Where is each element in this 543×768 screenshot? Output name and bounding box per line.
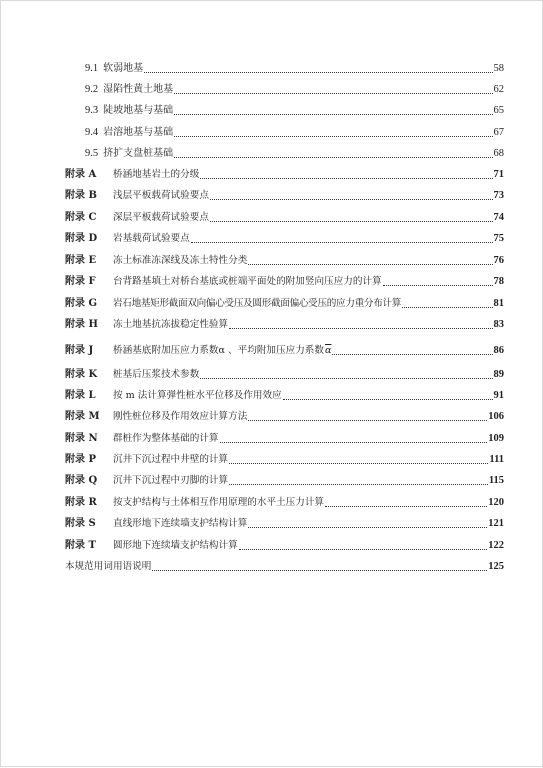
section-title: 陡坡地基与基础 (103, 105, 174, 116)
appendix-title: 深层平板载荷试验要点 (113, 212, 209, 223)
dot-leader (248, 527, 487, 528)
appendix-label: 附录 A (65, 169, 97, 180)
section-number: 9.1 (85, 63, 99, 74)
section-number: 9.5 (85, 148, 99, 159)
dot-leader (229, 463, 488, 464)
toc-entry-appendix-e[interactable] (65, 253, 504, 269)
section-title: 湿陷性黄土地基 (103, 84, 174, 95)
table-of-contents (1, 1, 543, 768)
appendix-title: 直线形地下连续墙支护结构计算 (113, 518, 248, 529)
page-number: 68 (493, 148, 504, 159)
appendix-label: 附录 E (65, 255, 97, 266)
toc-entry-9-2[interactable] (85, 82, 504, 98)
page-number: 91 (493, 390, 504, 401)
page-number: 121 (488, 518, 504, 529)
page-number: 120 (488, 497, 504, 508)
appendix-title: 沉井下沉过程中井壁的计算 (113, 454, 229, 465)
toc-entry-appendix-p[interactable] (65, 452, 504, 468)
appendix-label: 附录 G (65, 298, 98, 309)
dot-leader (174, 136, 492, 137)
page-number: 106 (488, 411, 504, 422)
page-number: 74 (493, 212, 504, 223)
appendix-title: 桩基后压浆技术参数 (113, 369, 200, 380)
page-number: 125 (488, 561, 504, 572)
appendix-label: 附录 M (65, 411, 100, 422)
section-number: 9.3 (85, 105, 99, 116)
toc-entry-appendix-c[interactable] (65, 210, 504, 226)
page-number: 67 (493, 127, 504, 138)
dot-leader (332, 354, 492, 355)
page-number: 78 (493, 276, 504, 287)
appendix-label: 附录 N (65, 433, 98, 444)
page-number: 86 (493, 345, 504, 356)
toc-entry-9-5[interactable] (85, 146, 504, 162)
dot-leader (200, 178, 492, 179)
dot-leader (248, 420, 487, 421)
toc-entry-appendix-s[interactable] (65, 516, 504, 532)
appendix-label: 附录 T (65, 540, 96, 551)
toc-entry-terms-explanation[interactable] (65, 559, 504, 575)
page-number: 89 (493, 369, 504, 380)
appendix-title: 冻土地基抗冻拔稳定性验算 (113, 319, 229, 330)
page-number: 71 (493, 169, 504, 180)
appendix-title: 岩基载荷试验要点 (113, 233, 190, 244)
dot-leader (248, 264, 492, 265)
page-number: 65 (493, 105, 504, 116)
dot-leader (239, 549, 488, 550)
appendix-title: 按支护结构与土体相互作用原理的水平土压力计算 (113, 497, 325, 508)
appendix-title: 沉井下沉过程中刃脚的计算 (113, 475, 229, 486)
page-number: 115 (488, 475, 504, 486)
toc-entry-appendix-g[interactable] (65, 296, 504, 312)
page-number: 58 (493, 63, 504, 74)
toc-entry-9-1[interactable] (85, 61, 504, 77)
toc-entry-appendix-r[interactable] (65, 495, 504, 511)
section-title: 挤扩支盘桩基础 (103, 148, 174, 159)
page-number: 81 (493, 298, 504, 309)
appendix-label: 附录 F (65, 276, 96, 287)
page-number: 76 (493, 255, 504, 266)
section-number: 9.2 (85, 84, 99, 95)
toc-entry-appendix-k[interactable] (65, 367, 504, 383)
dot-leader (200, 378, 492, 379)
dot-leader (174, 157, 492, 158)
appendix-title: 浅层平板载荷试验要点 (113, 190, 209, 201)
toc-entry-appendix-f[interactable] (65, 274, 504, 290)
section-title: 岩溶地基与基础 (103, 127, 174, 138)
dot-leader (144, 72, 492, 73)
toc-entry-appendix-j[interactable] (65, 343, 504, 359)
dot-leader (402, 307, 492, 308)
appendix-label: 附录 J (65, 345, 94, 356)
appendix-title: 桥涵地基岩土的分级 (113, 169, 200, 180)
appendix-title: 冻土标准冻深线及冻土特性分类 (113, 255, 248, 266)
appendix-label: 附录 Q (65, 475, 98, 486)
appendix-label: 附录 D (65, 233, 98, 244)
section-number: 9.4 (85, 127, 99, 138)
page-number: 122 (488, 540, 504, 551)
page-number: 62 (493, 84, 504, 95)
page-number: 73 (493, 190, 504, 201)
closing-title: 本规范用词用语说明 (65, 561, 152, 572)
alpha-bar-symbol: $\overline{\alpha}$ (325, 345, 332, 356)
dot-leader (229, 484, 488, 485)
page-number: 75 (493, 233, 504, 244)
dot-leader (191, 242, 493, 243)
appendix-label: 附录 S (65, 518, 96, 529)
appendix-title: 刚性桩位移及作用效应计算方法 (113, 411, 248, 422)
dot-leader (210, 199, 493, 200)
appendix-label: 附录 P (65, 454, 97, 465)
dot-leader (383, 285, 493, 286)
dot-leader (283, 399, 493, 400)
appendix-label: 附录 K (65, 369, 98, 380)
page-number: 83 (493, 319, 504, 330)
appendix-title: 桥涵基底附加压应力系数α 、平均附加压应力系数 (113, 345, 324, 356)
toc-entry-appendix-h[interactable] (65, 317, 504, 333)
toc-entry-appendix-t[interactable] (65, 538, 504, 554)
appendix-label: 附录 R (65, 497, 97, 508)
page-number: 109 (488, 433, 504, 444)
appendix-label: 附录 L (65, 390, 96, 401)
appendix-title: 圆形地下连续墙支护结构计算 (113, 540, 238, 551)
appendix-title: 按 m 法计算弹性桩水平位移及作用效应 (113, 390, 282, 401)
toc-entry-9-3[interactable] (85, 103, 504, 119)
toc-entry-appendix-d[interactable] (65, 231, 504, 247)
dot-leader (229, 328, 492, 329)
dot-leader (220, 442, 488, 443)
toc-entry-9-4[interactable] (85, 125, 504, 141)
appendix-title: 岩石地基矩形截面双向偏心受压及圆形截面偏心受压的应力重分布计算 (113, 298, 402, 309)
dot-leader (152, 570, 487, 571)
appendix-title: 台背路基填土对桥台基底或桩端平面处的附加竖向压应力的计算 (113, 276, 382, 287)
appendix-label: 附录 H (65, 319, 98, 330)
toc-entry-appendix-n[interactable] (65, 431, 504, 447)
dot-leader (325, 506, 487, 507)
toc-entry-appendix-q[interactable] (65, 473, 504, 489)
toc-entry-appendix-l[interactable] (65, 388, 504, 404)
toc-entry-appendix-m[interactable] (65, 409, 504, 425)
dot-leader (174, 93, 492, 94)
appendix-label: 附录 C (65, 212, 97, 223)
page-number: 111 (489, 454, 504, 465)
appendix-title: 群桩作为整体基础的计算 (113, 433, 219, 444)
appendix-label: 附录 B (65, 190, 97, 201)
toc-entry-appendix-b[interactable] (65, 188, 504, 204)
toc-entry-appendix-a[interactable] (65, 167, 504, 183)
section-title: 软弱地基 (103, 63, 144, 74)
dot-leader (210, 221, 493, 222)
dot-leader (174, 114, 492, 115)
